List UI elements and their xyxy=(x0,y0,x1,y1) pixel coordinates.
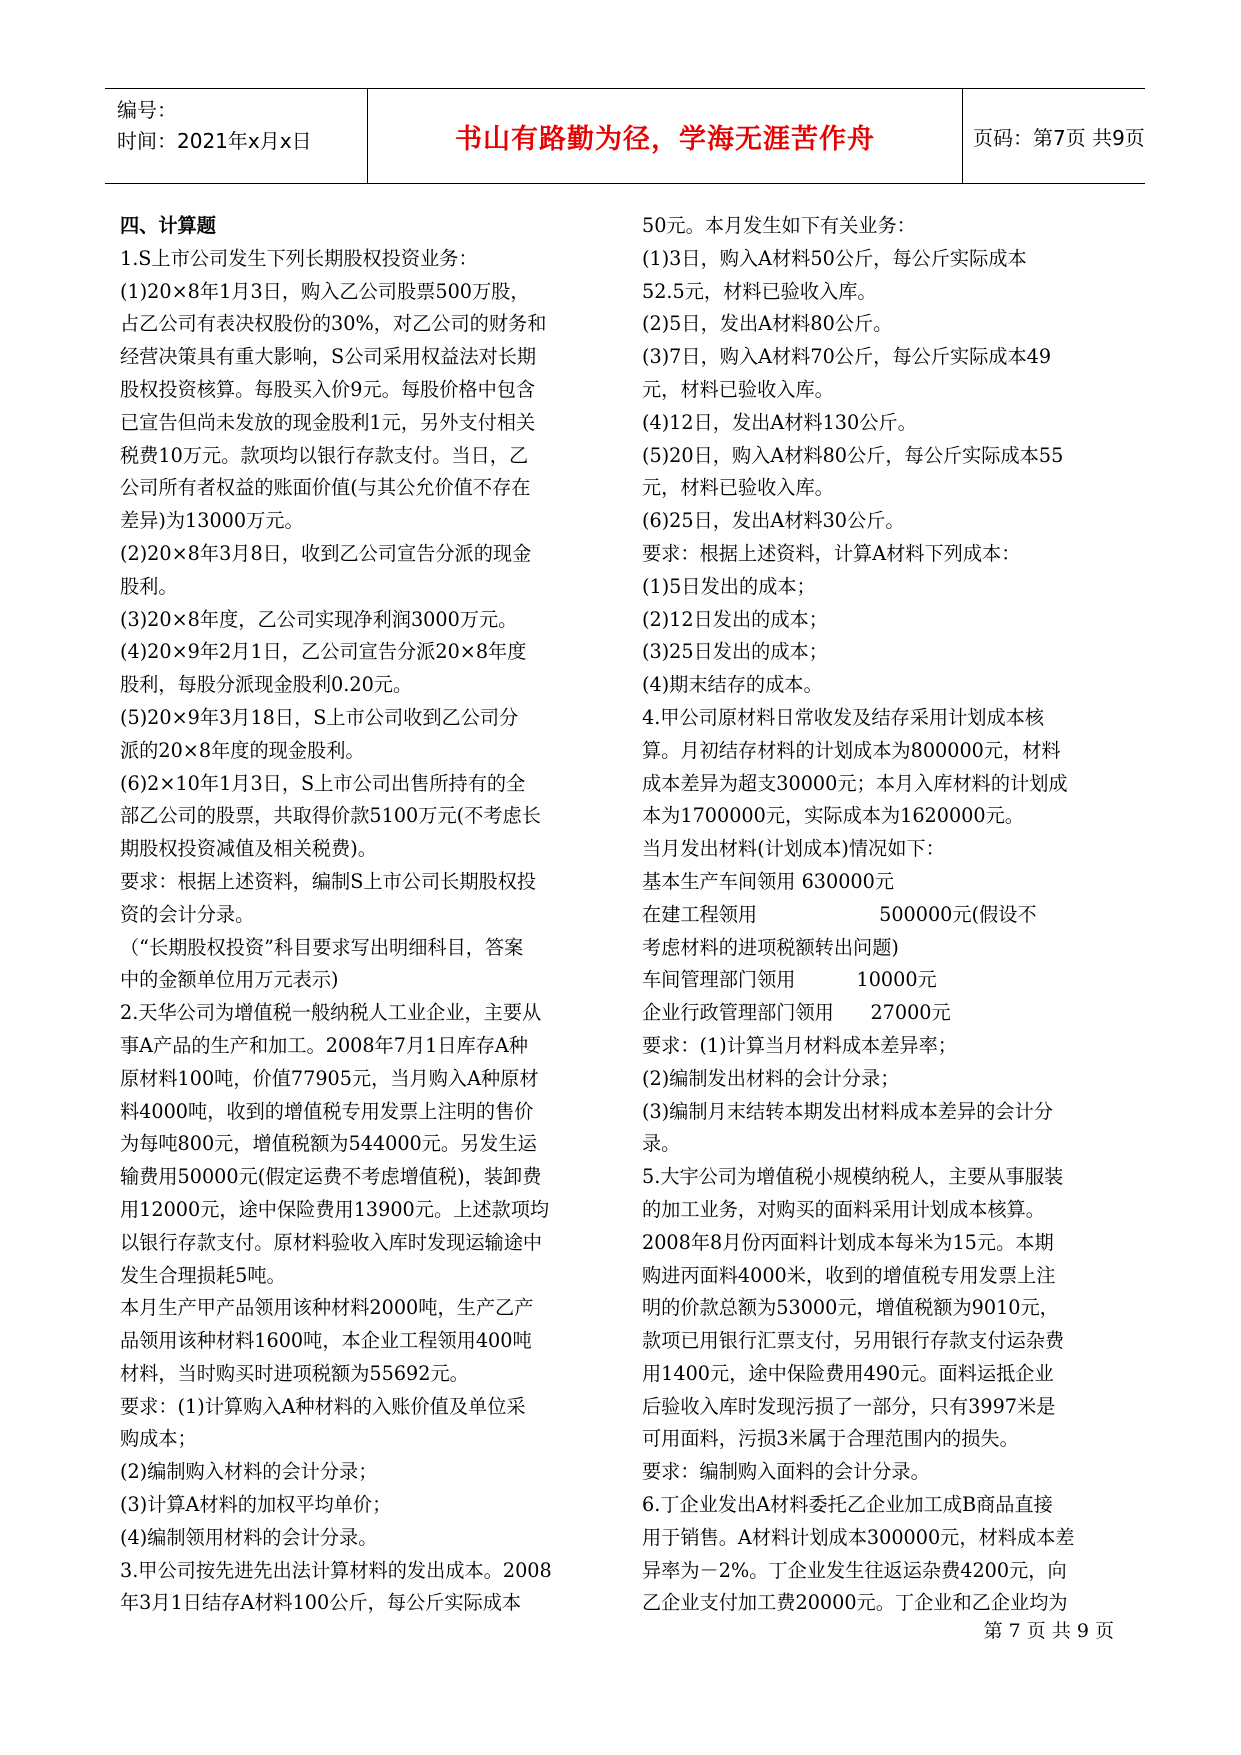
left-column xyxy=(120,210,598,1620)
text-line: 3.甲公司按先进先出法计算材料的发出成本。2008 xyxy=(120,1558,552,1582)
text-line: (4)12日，发出A材料130公斤。 xyxy=(642,410,917,434)
text-line: 要求：(1)计算购入A种材料的入账价值及单位采 xyxy=(120,1394,526,1418)
text-line: (3)20×8年度，乙公司实现净利润3000万元。 xyxy=(120,607,518,631)
header-info xyxy=(117,95,367,157)
text-line: 派的20×8年度的现金股利。 xyxy=(120,738,365,762)
text-line: (1)3日，购入A材料50公斤，每公斤实际成本 xyxy=(642,246,1027,270)
text-line: (3)25日发出的成本； xyxy=(642,640,828,664)
text-line: 原材料100吨，价值77905元，当月购入A种原材 xyxy=(120,1066,539,1090)
text-line: 资的会计分录。 xyxy=(120,902,255,926)
text-line: 为每吨800元，增值税额为544000元。另发生运 xyxy=(120,1132,537,1156)
text-line: 品领用该种材料1600吨，本企业工程领用400吨 xyxy=(120,1329,532,1353)
section-heading: 四、计算题 xyxy=(120,214,216,237)
text-line: 乙企业支付加工费20000元。丁企业和乙企业均为 xyxy=(642,1591,1068,1615)
text-line: 要求：根据上述资料，编制S上市公司长期股权投 xyxy=(120,869,537,893)
text-line: 2008年8月份丙面料计划成本每米为15元。本期 xyxy=(642,1230,1054,1254)
text-line: (3)计算A材料的加权平均单价； xyxy=(120,1493,392,1517)
text-line: 当月发出材料(计划成本)情况如下： xyxy=(642,837,945,861)
text-line: 车间管理部门领用 10000元 xyxy=(642,968,937,992)
header-motto: 书山有路勤为径，学海无涯苦作舟 xyxy=(455,123,875,155)
text-line: (5)20日，购入A材料80公斤，每公斤实际成本55 xyxy=(642,443,1064,467)
text-line: 考虑材料的进项税额转出问题) xyxy=(642,935,899,959)
text-line: 4.甲公司原材料日常收发及结存采用计划成本核 xyxy=(642,705,1045,729)
text-line: 本月生产甲产品领用该种材料2000吨，生产乙产 xyxy=(120,1296,534,1320)
text-line: 元，材料已验收入库。 xyxy=(642,476,834,500)
text-line: 的加工业务，对购买的面料采用计划成本核算。 xyxy=(642,1197,1045,1221)
text-line: 本为1700000元，实际成本为1620000元。 xyxy=(642,804,1024,828)
text-line: 占乙公司有表决权股份的30%，对乙公司的财务和 xyxy=(120,312,547,336)
text-line: (3)7日，购入A材料70公斤，每公斤实际成本49 xyxy=(642,345,1052,369)
text-line: 异率为－2%。丁企业发生往返运杂费4200元，向 xyxy=(642,1558,1067,1582)
text-line: 元，材料已验收入库。 xyxy=(642,377,834,401)
text-line: (6)25日，发出A材料30公斤。 xyxy=(642,509,905,533)
text-line: (2)编制发出材料的会计分录； xyxy=(642,1066,900,1090)
text-line: (2)20×8年3月8日，收到乙公司宣告分派的现金 xyxy=(120,541,532,565)
number-label: 编号： xyxy=(117,98,177,122)
text-line: 公司所有者权益的账面价值(与其公允价值不存在 xyxy=(120,476,531,500)
text-line: 后验收入库时发现污损了一部分，只有3997米是 xyxy=(642,1394,1056,1418)
text-line: 录。 xyxy=(642,1132,681,1156)
text-line: 购成本； xyxy=(120,1427,197,1451)
text-line: 购进丙面料4000米，收到的增值税专用发票上注 xyxy=(642,1263,1056,1287)
text-line: 明的价款总额为53000元，增值税额为9010元， xyxy=(642,1296,1059,1320)
text-line: 2.天华公司为增值税一般纳税人工业企业，主要从 xyxy=(120,1001,542,1025)
text-line: 5.大宇公司为增值税小规模纳税人，主要从事服装 xyxy=(642,1165,1064,1189)
text-line: 用12000元，途中保险费用13900元。上述款项均 xyxy=(120,1197,550,1221)
text-line: 企业行政管理部门领用 27000元 xyxy=(642,1001,951,1025)
text-line: 用1400元，途中保险费用490元。面料运抵企业 xyxy=(642,1361,1054,1385)
page-footer: 第 7 页 共 9 页 xyxy=(983,1620,1114,1642)
text-line: 可用面料，污损3米属于合理范围内的损失。 xyxy=(642,1427,1019,1451)
text-line: (2)5日，发出A材料80公斤。 xyxy=(642,312,893,336)
time-label: 时间：2021年x月x日 xyxy=(117,129,312,153)
text-line: 要求：(1)计算当月材料成本差异率； xyxy=(642,1033,957,1057)
text-line: 算。月初结存材料的计划成本为800000元，材料 xyxy=(642,738,1061,762)
text-line: 1.S上市公司发生下列长期股权投资业务： xyxy=(120,246,478,270)
right-column xyxy=(642,210,1126,1620)
text-line: 经营决策具有重大影响，S公司采用权益法对长期 xyxy=(120,345,537,369)
text-line: 6.丁企业发出A材料委托乙企业加工成B商品直接 xyxy=(642,1493,1053,1517)
text-line: (2)编制购入材料的会计分录； xyxy=(120,1460,378,1484)
page-header xyxy=(105,88,1145,184)
text-line: 以银行存款支付。原材料验收入库时发现运输途中 xyxy=(120,1230,543,1254)
text-line: (2)12日发出的成本； xyxy=(642,607,828,631)
text-line: （“长期股权投资”科目要求写出明细科目，答案 xyxy=(120,935,524,959)
text-line: (4)20×9年2月1日，乙公司宣告分派20×8年度 xyxy=(120,640,527,664)
text-line: 要求：根据上述资料，计算A材料下列成本： xyxy=(642,541,1021,565)
text-line: (1)5日发出的成本； xyxy=(642,574,816,598)
text-line: 股利。 xyxy=(120,574,178,598)
text-line: 在建工程领用 500000元(假设不 xyxy=(642,902,1037,926)
text-line: 要求：编制购入面料的会计分录。 xyxy=(642,1460,930,1484)
text-line: 期股权投资减值及相关税费)。 xyxy=(120,837,377,861)
text-line: 输费用50000元(假定运费不考虑增值税)，装卸费 xyxy=(120,1165,542,1189)
text-line: 年3月1日结存A材料100公斤，每公斤实际成本 xyxy=(120,1591,522,1615)
text-line: 用于销售。A材料计划成本300000元，材料成本差 xyxy=(642,1525,1075,1549)
text-line: (4)编制领用材料的会计分录。 xyxy=(120,1525,378,1549)
text-line: 股利，每股分派现金股利0.20元。 xyxy=(120,673,413,697)
text-line: (6)2×10年1月3日，S上市公司出售所持有的全 xyxy=(120,771,526,795)
text-line: 基本生产车间领用 630000元 xyxy=(642,869,895,893)
text-line: (4)期末结存的成本。 xyxy=(642,673,823,697)
text-line: (3)编制月末结转本期发出材料成本差异的会计分 xyxy=(642,1099,1053,1123)
text-line: 股权投资核算。每股买入价9元。每股价格中包含 xyxy=(120,377,536,401)
page-code: 页码：第7页 共9页 xyxy=(973,125,1145,150)
text-line: (5)20×9年3月18日，S上市公司收到乙公司分 xyxy=(120,705,519,729)
text-line: 已宣告但尚未发放的现金股利1元，另外支付相关 xyxy=(120,410,536,434)
text-line: (1)20×8年1月3日，购入乙公司股票500万股， xyxy=(120,279,530,303)
text-line: 成本差异为超支30000元；本月入库材料的计划成 xyxy=(642,771,1068,795)
text-line: 税费10万元。款项均以银行存款支付。当日，乙 xyxy=(120,443,529,467)
text-line: 52.5元，材料已验收入库。 xyxy=(642,279,877,303)
text-line: 料4000吨，收到的增值税专用发票上注明的售价 xyxy=(120,1099,534,1123)
text-line: 部乙公司的股票，共取得价款5100万元(不考虑长 xyxy=(120,804,541,828)
text-line: 50元。本月发生如下有关业务： xyxy=(642,214,916,237)
text-line: 事A产品的生产和加工。2008年7月1日库存A种 xyxy=(120,1033,528,1057)
text-line: 材料，当时购买时进项税额为55692元。 xyxy=(120,1361,469,1385)
text-line: 发生合理损耗5吨。 xyxy=(120,1263,286,1287)
text-line: 差异)为13000万元。 xyxy=(120,509,304,533)
text-line: 中的金额单位用万元表示) xyxy=(120,968,339,992)
text-line: 款项已用银行汇票支付，另用银行存款支付运杂费 xyxy=(642,1329,1065,1353)
